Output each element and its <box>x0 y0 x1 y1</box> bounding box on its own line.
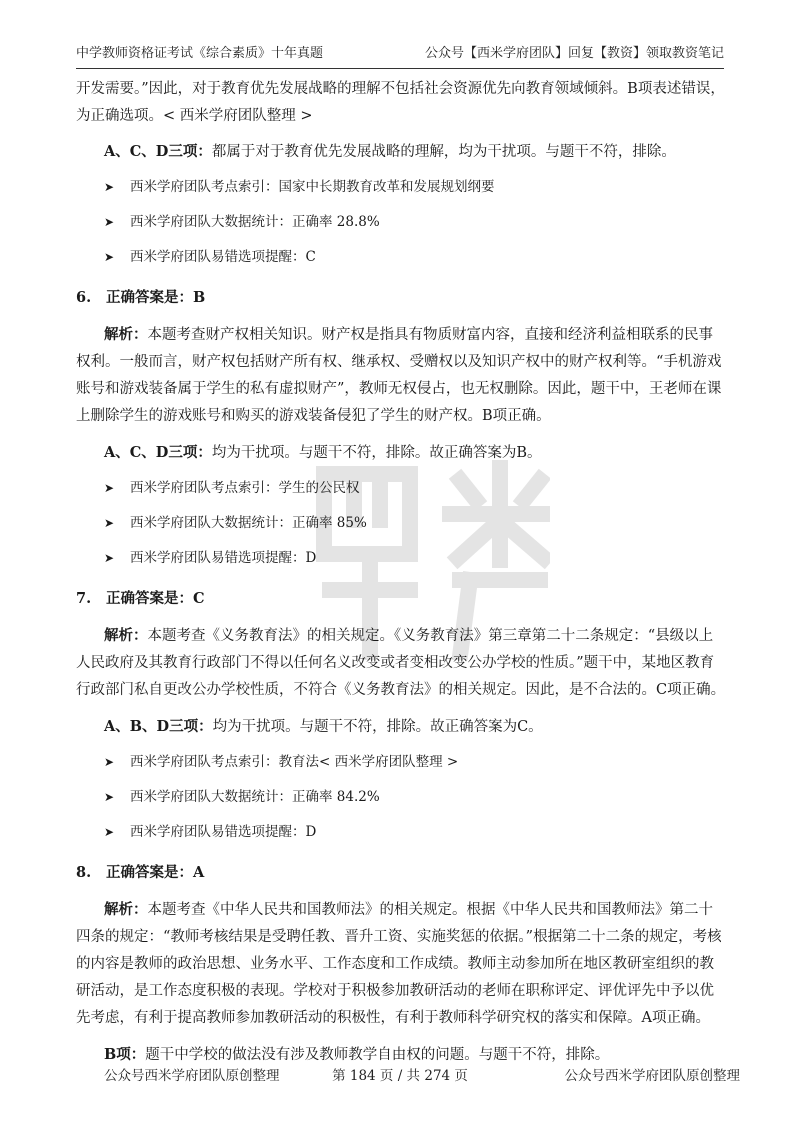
options-explanation <box>104 439 726 467</box>
page-header <box>76 44 724 69</box>
bullet-text: 西米学府团队考点索引：国家中长期教育改革和发展规划纲要 <box>130 179 495 195</box>
footer-right-credit: 公众号西米学府团队原创整理 <box>564 1068 740 1084</box>
analysis-paragraph <box>76 896 726 1032</box>
answer-text: 正确答案是：A <box>106 864 205 881</box>
analysis-text: 本题考查《中华人民共和国教师法》的相关规定。根据《中华人民共和国教师法》第二十四条的规定：“教师考核结果是受聘任教、晋升工资、实施奖惩的依据。”根据第二十二条的规定，考核的内容是教师的政治思想、业务水平、工作态度和工作成绩。教师主动参加所在地区教研室组织的教研活动，是工作态度积极的表现。学校对于积极参加教研活动的老师在职称评定、评优评先中予以优先考虑，有利于提高教师参加教研活动的积极性，有利于教师科学研究权的落实和保障。A项正确。 <box>76 902 722 1026</box>
bullet-item <box>76 475 726 501</box>
bullet-item <box>76 819 726 845</box>
options-explanation <box>104 713 726 741</box>
options-explanation <box>104 138 726 166</box>
analysis-paragraph <box>76 321 726 430</box>
arrow-bullet-icon: ➤ <box>104 551 115 565</box>
bullet-item <box>76 545 726 571</box>
answer-text: 正确答案是：B <box>106 289 206 306</box>
bullet-item <box>76 174 726 200</box>
analysis-text: 本题考查财产权相关知识。财产权是指具有物质财富内容，直接和经济利益相联系的民事权利。一般而言，财产权包括财产所有权、继承权、受赠权以及知识产权中的财产权利等。“手机游戏账号和游戏装备属于学生的私有虚拟财产”，教师无权侵占，也无权删除。因此，题干中，王老师在课上删除学生的游戏账号和购买的游戏装备侵犯了学生的财产权。B项正确。 <box>76 327 722 424</box>
options-text: 题干中学校的做法没有涉及教师教学自由权的问题。与题干不符，排除。 <box>145 1047 610 1063</box>
bullet-text: 西米学府团队大数据统计：正确率 85% <box>130 515 367 531</box>
analysis-label: 解析： <box>104 326 148 343</box>
bullet-text: 西米学府团队易错选项提醒：D <box>130 550 317 566</box>
options-label: A、B、D三项： <box>104 718 213 735</box>
bullet-item <box>76 784 726 810</box>
options-text: 都属于对于教育优先发展战略的理解，均为干扰项。与题干不符，排除。 <box>211 144 676 160</box>
question-8-answer <box>76 859 726 886</box>
arrow-bullet-icon: ➤ <box>104 180 115 194</box>
header-title: 中学教师资格证考试《综合素质》十年真题 <box>76 46 324 61</box>
analysis-paragraph <box>76 622 726 704</box>
header-promo: 公众号【西米学府团队】回复【教资】领取教资笔记 <box>424 46 724 61</box>
bullet-text: 西米学府团队考点索引：学生的公民权 <box>130 480 360 496</box>
page-content <box>76 76 726 1077</box>
page-number: 第 184 页 / 共 274 页 <box>332 1068 468 1084</box>
analysis-label: 解析： <box>104 627 148 644</box>
arrow-bullet-icon: ➤ <box>104 250 115 264</box>
arrow-bullet-icon: ➤ <box>104 825 115 839</box>
question-7-answer <box>76 585 726 612</box>
option-b-explanation <box>104 1041 726 1069</box>
arrow-bullet-icon: ➤ <box>104 481 115 495</box>
answer-text: 正确答案是：C <box>106 590 205 607</box>
arrow-bullet-icon: ➤ <box>104 215 115 229</box>
question-6-answer <box>76 284 726 311</box>
bullet-text: 西米学府团队考点索引：教育法< 西米学府团队整理 > <box>130 754 459 770</box>
options-label: A、C、D三项： <box>104 143 212 160</box>
bullet-item <box>76 209 726 235</box>
bullet-text: 西米学府团队大数据统计：正确率 28.8% <box>130 214 380 230</box>
arrow-bullet-icon: ➤ <box>104 755 115 769</box>
bullet-item <box>76 510 726 536</box>
options-label: B项： <box>104 1046 146 1063</box>
arrow-bullet-icon: ➤ <box>104 790 115 804</box>
bullet-text: 西米学府团队易错选项提醒：D <box>130 824 317 840</box>
question-number: 7. <box>76 590 92 607</box>
analysis-label: 解析： <box>104 901 148 918</box>
question-number: 6. <box>76 289 92 306</box>
options-text: 均为干扰项。与题干不符，排除。故正确答案为C。 <box>212 719 543 735</box>
analysis-text: 本题考查《义务教育法》的相关规定。《义务教育法》第三章第二十二条规定：“县级以上人民政府及其教育行政部门不得以任何名义改变或者变相改变公办学校的性质。”题干中，某地区教育行政部门私自更改公办学校性质，不符合《义务教育法》的相关规定。因此，是不合法的。C项正确。 <box>76 628 726 698</box>
options-label: A、C、D三项： <box>104 444 212 461</box>
arrow-bullet-icon: ➤ <box>104 516 115 530</box>
question-number: 8. <box>76 864 92 881</box>
footer-left-credit: 公众号西米学府团队原创整理 <box>104 1068 280 1084</box>
bullet-item <box>76 244 726 270</box>
options-text: 均为干扰项。与题干不符，排除。故正确答案为B。 <box>211 445 542 461</box>
continued-paragraph: 开发需要。”因此，对于教育优先发展战略的理解不包括社会资源优先向教育领域倾斜。B项表述错误，为正确选项。< 西米学府团队整理 > <box>76 81 725 124</box>
bullet-text: 西米学府团队易错选项提醒：C <box>130 249 316 265</box>
bullet-item <box>76 749 726 775</box>
bullet-text: 西米学府团队大数据统计：正确率 84.2% <box>130 789 380 805</box>
